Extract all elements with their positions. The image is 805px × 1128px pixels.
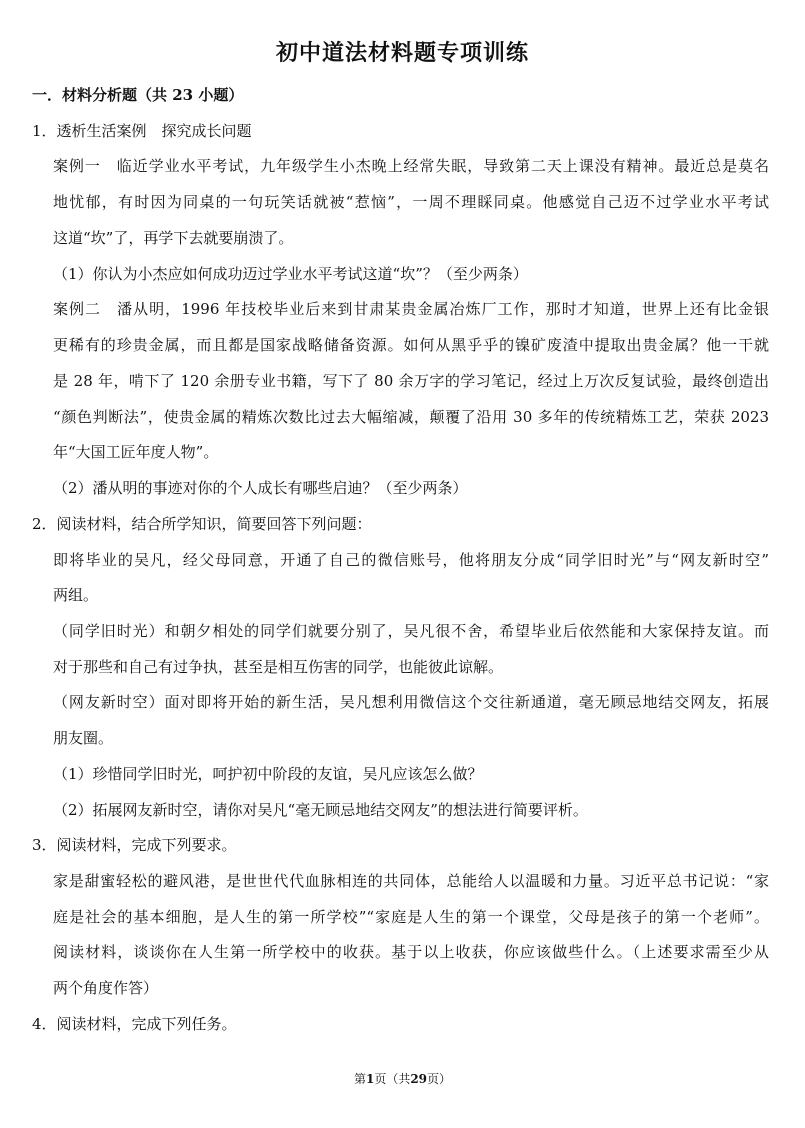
question-2-paragraph-line: 朋友圈。 (53, 729, 114, 747)
case-2-paragraph-line: 年“大国工匠年度人物”。 (53, 443, 219, 461)
question-2-paragraph-line: （同学旧时光）和朝夕相处的同学们就要分别了，吴凡很不舍，希望毕业后依然能和大家保持友谊。而 (53, 622, 769, 640)
question-2-paragraph-line: 对于那些和自己有过争执，甚至是相互伤害的同学，也能彼此谅解。 (53, 658, 504, 676)
total-page-count: 29 (410, 1072, 428, 1086)
case-1-paragraph-line: 这道“坎”了，再学下去就要崩溃了。 (53, 229, 294, 247)
footer-text: 第 (353, 1072, 366, 1086)
question-3-paragraph-line: 阅读材料，谈谈你在人生第一所学校中的收获。基于以上收获，你应该做些什么。（上述要求需至少从 (53, 943, 769, 961)
case-2-paragraph-line: “颜色判断法”，使贵金属的精炼次数比过去大幅缩减，颠覆了沿用 30 多年的传统精炼工艺，荣获 2023 (53, 408, 769, 426)
case-2-paragraph-line: 是 28 年，啃下了 120 余册专业书籍，写下了 80 余万字的学习笔记，经过上万次反复试验，最终创造出 (53, 372, 769, 390)
question-2-paragraph-line: （网友新时空）面对即将开始的新生活，吴凡想利用微信这个交往新通道，毫无顾忌地结交网友，拓展 (53, 693, 769, 711)
case-1-paragraph-line: 案例一 临近学业水平考试，九年级学生小杰晚上经常失眠，导致第二天上课没有精神。最近总是莫名 (53, 157, 769, 175)
question-2-paragraph-line: 两组。 (53, 586, 99, 604)
question-1-sub-1: （1）你认为小杰应如何成功迈过学业水平考试这道“坎”？（至少两条） (53, 265, 528, 283)
question-2-sub-1: （1）珍惜同学旧时光，呵护初中阶段的友谊，吴凡应该怎么做？ (53, 765, 483, 783)
question-3-heading: 3．阅读材料，完成下列要求。 (32, 836, 237, 854)
question-1-heading: 1．透析生活案例 探究成长问题 (32, 122, 252, 140)
question-2-paragraph-line: 即将毕业的吴凡，经父母同意，开通了自己的微信账号，他将朋友分成“同学旧时光”与“网友新时空” (53, 551, 769, 569)
case-2-paragraph-line: 更稀有的珍贵金属，而且都是国家战略储备资源。如何从黑乎乎的镍矿废渣中提取出贵金属？他一干就 (53, 336, 769, 354)
question-2-sub-2: （2）拓展网友新时空，请你对吴凡“毫无顾忌地结交网友”的想法进行简要评析。 (53, 801, 588, 819)
case-2-paragraph-line: 案例二 潘从明，1996 年技校毕业后来到甘肃某贵金属冶炼厂工作，那时才知道，世界上还有比金银 (53, 300, 769, 318)
footer-text: 页） (427, 1072, 452, 1086)
question-4-heading: 4．阅读材料，完成下列任务。 (32, 1015, 237, 1033)
page-title: 初中道法材料题专项训练 (275, 40, 529, 66)
question-1-sub-2: （2）潘从明的事迹对你的个人成长有哪些启迪？（至少两条） (53, 479, 468, 497)
footer-text: 页（共 (374, 1072, 411, 1086)
section-heading: 一．材料分析题（共 23 小题） (32, 86, 244, 104)
question-3-paragraph-line: 庭是社会的基本细胞，是人生的第一所学校”“家庭是人生的第一个课堂，父母是孩子的第一个老师”。 (53, 908, 769, 926)
page-footer (0, 1070, 805, 1087)
case-1-paragraph-line: 地忧郁，有时因为同桌的一句玩笑话就被“惹恼”，一周不理睬同桌。他感觉自己迈不过学业水平考试 (53, 193, 769, 211)
question-2-heading: 2．阅读材料，结合所学知识，简要回答下列问题： (32, 515, 372, 533)
question-3-paragraph-line: 家是甜蜜轻松的避风港，是世世代代血脉相连的共同体，总能给人以温暖和力量。习近平总书记说：“家 (53, 872, 769, 890)
current-page-number: 1 (365, 1072, 375, 1086)
question-3-paragraph-line: 两个角度作答） (53, 979, 159, 997)
